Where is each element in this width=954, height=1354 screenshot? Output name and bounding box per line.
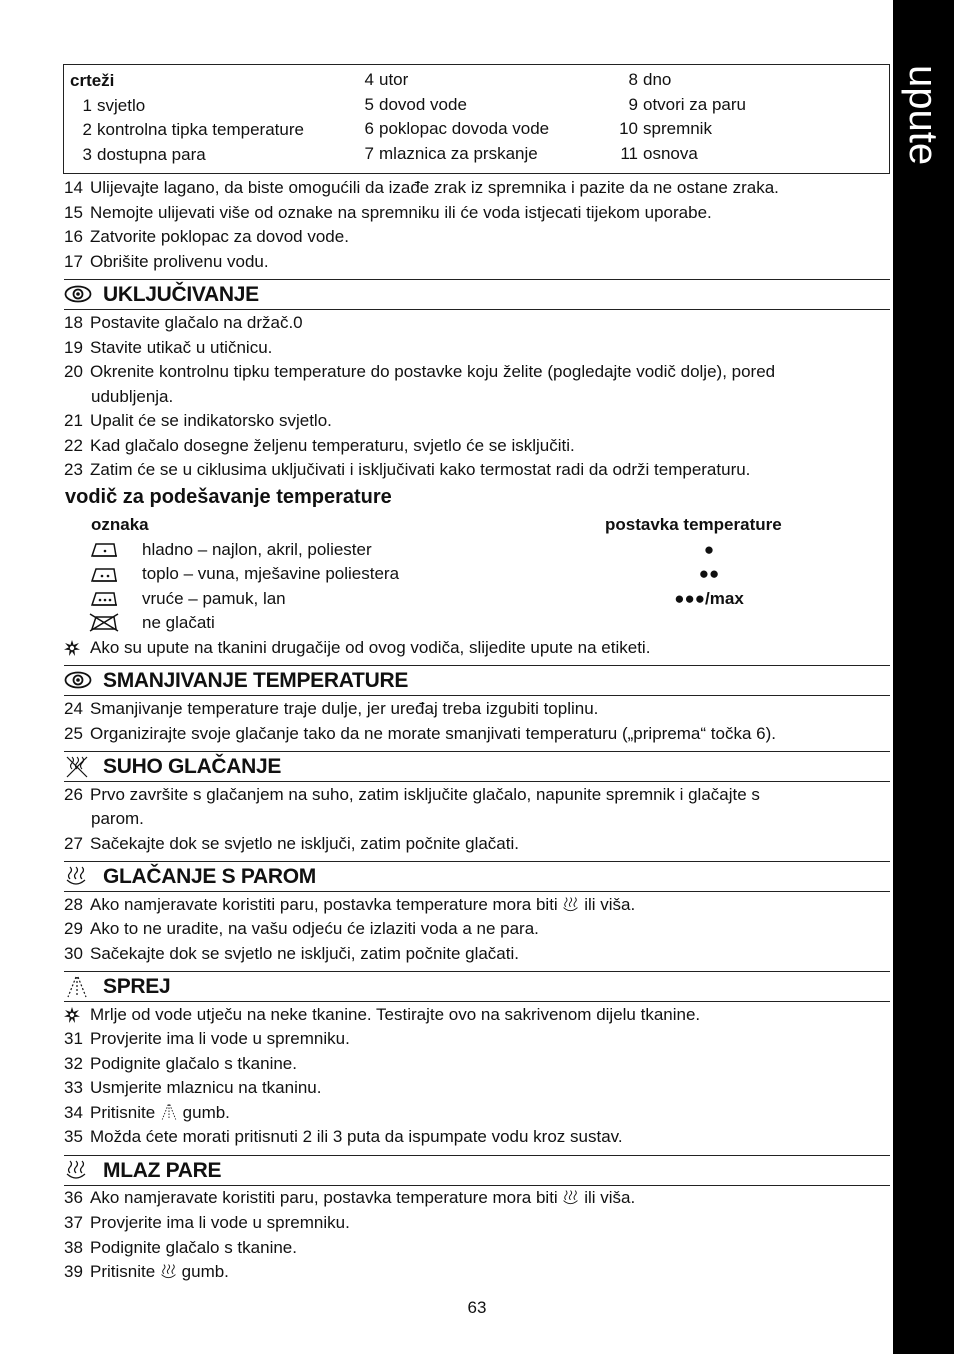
step: 27 Sačekajte dok se svjetlo ne isključi, zatim počnite glačati.	[64, 834, 519, 853]
eye-icon	[64, 670, 92, 690]
step: 22 Kad glačalo dosegne željenu temperaturu, svjetlo će se isključiti.	[64, 436, 575, 455]
steam-icon	[562, 1189, 579, 1206]
step: 24 Smanjivanje temperature traje dulje, jer uređaj treba izgubiti toplinu.	[64, 699, 599, 718]
step: 23 Zatim će se u ciklusima uključivati i isključivati kako termostat radi da održi temperaturu.	[64, 460, 751, 479]
iron-two-dots-icon	[89, 565, 119, 583]
section-title: SMANJIVANJE TEMPERATURE	[103, 669, 409, 692]
list-item: 10 spremnik	[619, 119, 712, 138]
section-heading-steam-ironing	[64, 861, 890, 892]
step: 35 Možda ćete morati pritisnuti 2 ili 3 puta da ispumpate vodu kroz sustav.	[64, 1127, 623, 1146]
step: 30 Sačekajte dok se svjetlo ne isključi, zatim počnite glačati.	[64, 944, 519, 963]
section-heading-switch-on	[64, 279, 890, 310]
temp-guide-label: vruće – pamuk, lan	[142, 589, 286, 608]
no-steam-icon	[65, 755, 89, 779]
section-title: SPREJ	[103, 975, 171, 998]
step: 38 Podignite glačalo s tkanine.	[64, 1238, 297, 1257]
sidebar-title: upute	[901, 65, 945, 166]
steam-icon	[562, 896, 579, 913]
do-not-iron-icon	[88, 612, 120, 632]
temp-setting: ●●●/max	[674, 589, 744, 608]
section-heading-lower-temperature	[64, 665, 890, 696]
list-item: 1 svjetlo	[82, 95, 146, 115]
section-title: GLAČANJE S PAROM	[103, 865, 316, 888]
step: 31 Provjerite ima li vode u spremniku.	[64, 1029, 350, 1048]
step: 15 Nemojte ulijevati više od oznake na spremniku ili će voda istjecati tijekom uporabe.	[64, 203, 712, 222]
list-item: 8 dno	[628, 70, 672, 89]
drawings-col-3	[616, 68, 746, 166]
step: 36 Ako namjeravate koristiti paru, postavka temperature mora biti ili viša.	[64, 1188, 636, 1207]
section-title: MLAZ PARE	[103, 1159, 222, 1182]
step: 18 Postavite glačalo na držač.0	[64, 313, 303, 332]
step: 20 Okrenite kontrolnu tipku temperature do postavke koju želite (pogledajte vodič dolje), pored	[64, 362, 776, 381]
section-heading-dry-ironing	[64, 751, 890, 782]
note: Mrlje od vode utječu na neke tkanine. Testirajte ovo na sakrivenom dijelu tkanine.	[64, 1003, 700, 1027]
list-item: 2 kontrolna tipka temperature	[82, 120, 304, 139]
step: 28 Ako namjeravate koristiti paru, postavka temperature mora biti ili viša.	[64, 895, 636, 914]
steam-icon	[65, 865, 87, 887]
drawings-col-2	[352, 68, 549, 166]
section-title: SUHO GLAČANJE	[103, 755, 282, 778]
temp-guide-label: toplo – vuna, mješavine poliestera	[142, 564, 400, 583]
temp-guide-col-mark: oznaka	[91, 515, 149, 534]
section-heading-steam-burst	[64, 1155, 890, 1186]
warning-star-icon	[64, 1007, 80, 1023]
list-item: 3 dostupna para	[82, 144, 206, 164]
temp-guide-label: ne glačati	[142, 613, 215, 632]
drawings-legend-box	[63, 64, 890, 174]
temp-setting: ●	[703, 540, 715, 559]
list-item: 5 dovod vode	[364, 94, 467, 114]
step: 17 Obrišite prolivenu vodu.	[64, 252, 269, 271]
iron-three-dots-icon	[89, 589, 119, 607]
page-number: 63	[467, 1298, 487, 1317]
spray-icon	[65, 975, 89, 999]
sidebar-tab	[893, 0, 954, 1354]
temp-guide-col-setting: postavka temperature	[605, 515, 782, 534]
note: Ako su upute na tkanini drugačije od ovog vodiča, slijedite upute na etiketi.	[64, 636, 650, 660]
step: 25 Organizirajte svoje glačanje tako da ne morate smanjivati temperaturu („priprema“ točka 6).	[64, 724, 776, 743]
temp-guide-label: hladno – najlon, akril, poliester	[142, 540, 372, 559]
step: 33 Usmjerite mlaznicu na tkaninu.	[64, 1078, 322, 1097]
warning-star-icon	[64, 640, 80, 656]
step: 29 Ako to ne uradite, na vašu odjeću će izlaziti voda a ne para.	[64, 919, 539, 938]
temp-setting: ●●	[698, 564, 720, 583]
section-heading-spray	[64, 971, 890, 1002]
list-item: 7 mlaznica za prskanje	[364, 143, 538, 163]
step-continuation: parom.	[91, 809, 144, 828]
steam-burst-icon	[65, 1159, 87, 1181]
step: 26 Prvo završite s glačanjem na suho, zatim isključite glačalo, napunite spremnik i glačajte s	[64, 785, 760, 804]
eye-icon	[64, 284, 92, 304]
drawings-col-1	[70, 69, 304, 167]
step: 39 Pritisnite gumb.	[64, 1262, 229, 1281]
list-item: 11 osnova	[620, 143, 698, 163]
list-item: 6 poklopac dovoda vode	[364, 119, 550, 138]
step: 14 Ulijevajte lagano, da biste omogućili da izađe zrak iz spremnika i pazite da ne ostane zraka.	[64, 178, 779, 197]
step: 32 Podignite glačalo s tkanine.	[64, 1054, 297, 1073]
iron-one-dot-icon	[89, 540, 119, 558]
step-continuation: udubljenja.	[91, 387, 174, 406]
step: 37 Provjerite ima li vode u spremniku.	[64, 1213, 350, 1232]
step: 21 Upalit će se indikatorsko svjetlo.	[64, 411, 332, 430]
list-item: 9 otvori za paru	[628, 94, 746, 114]
list-item: 4 utor	[364, 70, 409, 89]
step: 19 Stavite utikač u utičnicu.	[64, 338, 273, 357]
spray-icon	[160, 1103, 178, 1121]
steam-burst-icon	[160, 1263, 177, 1280]
section-title: UKLJUČIVANJE	[103, 283, 259, 306]
step: 16 Zatvorite poklopac za dovod vode.	[64, 227, 349, 246]
step: 34 Pritisnite gumb.	[64, 1103, 230, 1122]
temp-guide-title: vodič za podešavanje temperature	[65, 486, 392, 508]
drawings-title: crteži	[70, 71, 115, 90]
